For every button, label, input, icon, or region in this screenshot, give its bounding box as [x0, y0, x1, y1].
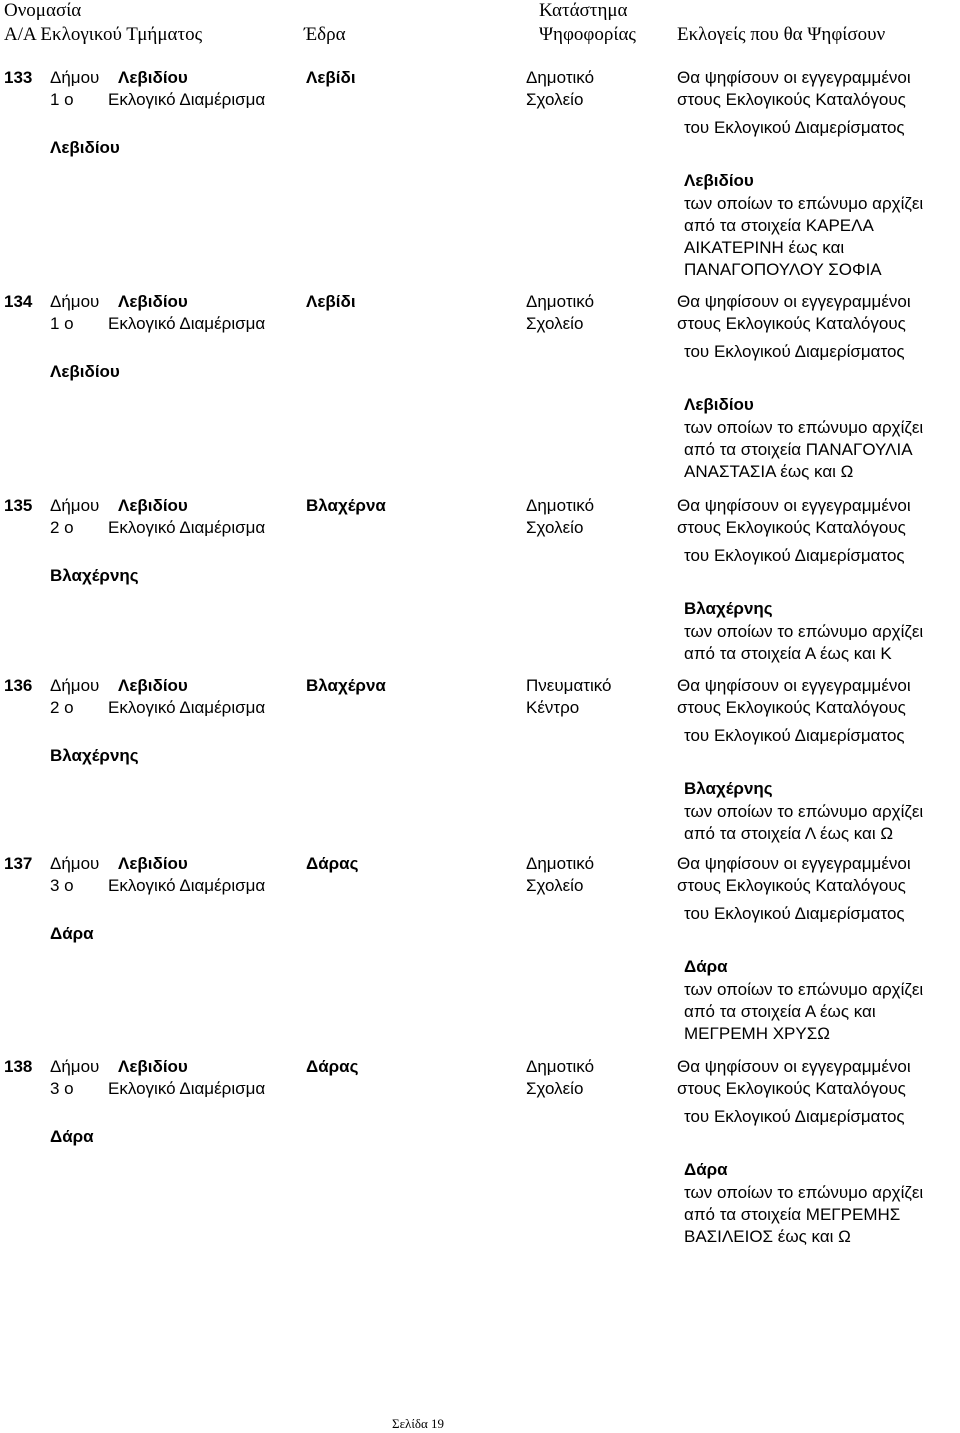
entry-seat: Δάρας — [306, 1057, 359, 1076]
entry-ordinal: 1 ο — [50, 314, 74, 333]
entry-dimou: Δήμου — [50, 1057, 100, 1076]
entry-dimou: Δήμου — [50, 68, 100, 87]
entry-number: 138 — [4, 1057, 33, 1076]
entry-municipality: Λεβιδίου — [118, 854, 188, 873]
entry-venue-line2: Σχολείο — [526, 1079, 584, 1098]
entry-range-line: των οποίων το επώνυμο αρχίζει — [684, 622, 924, 641]
entry-dimou: Δήμου — [50, 676, 100, 695]
entry-section: Εκλογικό Διαμέρισμα — [108, 90, 266, 109]
entry-range-line: ΑΝΑΣΤΑΣΙΑ έως και Ω — [684, 462, 854, 481]
entry-voters-line: Θα ψηφίσουν οι εγγεγραμμένοι — [677, 292, 911, 311]
entry-municipality: Λεβιδίου — [118, 68, 188, 87]
header-seat: Έδρα — [304, 24, 346, 45]
entry-number: 137 — [4, 854, 33, 873]
entry-range-line: από τα στοιχεία Α έως και Κ — [684, 644, 892, 663]
entry-voters-line: του Εκλογικού Διαμερίσματος — [684, 546, 905, 565]
entry-venue-line1: Δημοτικό — [526, 496, 595, 515]
entry-venue-line2: Σχολείο — [526, 518, 584, 537]
entry-voters-line: στους Εκλογικούς Καταλόγους — [677, 698, 906, 717]
entry-voters-section: Βλαχέρνης — [684, 599, 773, 618]
entry-section: Εκλογικό Διαμέρισμα — [108, 314, 266, 333]
header-name-line1: Ονομασία — [4, 0, 82, 21]
entry-voters-section: Δάρα — [684, 957, 728, 976]
entry-voters-line: στους Εκλογικούς Καταλόγους — [677, 1079, 906, 1098]
entry-ordinal: 2 ο — [50, 698, 74, 717]
entry-seat: Βλαχέρνα — [306, 676, 386, 695]
entry-voters-section: Βλαχέρνης — [684, 779, 773, 798]
entry-number: 135 — [4, 496, 33, 515]
entry-municipality: Λεβιδίου — [118, 1057, 188, 1076]
header-name-line2: Α/Α Εκλογικού Τμήματος — [4, 24, 203, 45]
entry-ordinal: 1 ο — [50, 90, 74, 109]
entry-voters-line: στους Εκλογικούς Καταλόγους — [677, 90, 906, 109]
entry-venue-line2: Σχολείο — [526, 314, 584, 333]
entry-voters-line: στους Εκλογικούς Καταλόγους — [677, 876, 906, 895]
entry-section-name: Δάρα — [50, 924, 94, 943]
entry-venue-line2: Σχολείο — [526, 90, 584, 109]
entry-number: 136 — [4, 676, 33, 695]
entry-range-line: από τα στοιχεία ΠΑΝΑΓΟΥΛΙΑ — [684, 440, 913, 459]
entry-seat: Λεβίδι — [306, 68, 356, 87]
entry-ordinal: 3 ο — [50, 876, 74, 895]
header-venue-line2: Ψηφοφορίας — [539, 24, 636, 45]
entry-range-line: των οποίων το επώνυμο αρχίζει — [684, 980, 924, 999]
entry-section-name: Βλαχέρνης — [50, 566, 139, 585]
entry-voters-line: του Εκλογικού Διαμερίσματος — [684, 1107, 905, 1126]
entry-voters-line: Θα ψηφίσουν οι εγγεγραμμένοι — [677, 1057, 911, 1076]
entry-range-line: ΑΙΚΑΤΕΡΙΝΗ έως και — [684, 238, 845, 257]
entry-number: 133 — [4, 68, 33, 87]
entry-seat: Λεβίδι — [306, 292, 356, 311]
entry-voters-line: του Εκλογικού Διαμερίσματος — [684, 904, 905, 923]
entry-voters-line: Θα ψηφίσουν οι εγγεγραμμένοι — [677, 854, 911, 873]
entry-dimou: Δήμου — [50, 854, 100, 873]
entry-section-name: Λεβιδίου — [50, 138, 120, 157]
entry-municipality: Λεβιδίου — [118, 496, 188, 515]
entry-section-name: Λεβιδίου — [50, 362, 120, 381]
entry-range-line: των οποίων το επώνυμο αρχίζει — [684, 1183, 924, 1202]
entry-dimou: Δήμου — [50, 292, 100, 311]
entry-seat: Δάρας — [306, 854, 359, 873]
entry-voters-line: Θα ψηφίσουν οι εγγεγραμμένοι — [677, 496, 911, 515]
entry-venue-line1: Πνευματικό — [526, 676, 612, 695]
entry-venue-line2: Σχολείο — [526, 876, 584, 895]
entry-venue-line1: Δημοτικό — [526, 68, 595, 87]
entry-municipality: Λεβιδίου — [118, 292, 188, 311]
entry-voters-line: στους Εκλογικούς Καταλόγους — [677, 518, 906, 537]
entry-range-line: από τα στοιχεία Α έως και — [684, 1002, 876, 1021]
entry-section: Εκλογικό Διαμέρισμα — [108, 1079, 266, 1098]
entry-venue-line2: Κέντρο — [526, 698, 580, 717]
entry-voters-line: στους Εκλογικούς Καταλόγους — [677, 314, 906, 333]
entry-voters-line: του Εκλογικού Διαμερίσματος — [684, 118, 905, 137]
entry-voters-section: Δάρα — [684, 1160, 728, 1179]
entry-venue-line1: Δημοτικό — [526, 292, 595, 311]
entry-section: Εκλογικό Διαμέρισμα — [108, 698, 266, 717]
entry-voters-section: Λεβιδίου — [684, 395, 754, 414]
entry-section-name: Δάρα — [50, 1127, 94, 1146]
entry-seat: Βλαχέρνα — [306, 496, 386, 515]
entry-municipality: Λεβιδίου — [118, 676, 188, 695]
entry-ordinal: 3 ο — [50, 1079, 74, 1098]
entry-voters-line: του Εκλογικού Διαμερίσματος — [684, 342, 905, 361]
entry-voters-section: Λεβιδίου — [684, 171, 754, 190]
entry-range-line: των οποίων το επώνυμο αρχίζει — [684, 418, 924, 437]
entry-dimou: Δήμου — [50, 496, 100, 515]
entry-venue-line1: Δημοτικό — [526, 1057, 595, 1076]
entry-range-line: από τα στοιχεία ΚΑΡΕΛΑ — [684, 216, 874, 235]
page-number: Σελίδα 19 — [392, 1416, 445, 1431]
entry-number: 134 — [4, 292, 33, 311]
entry-range-line: ΒΑΣΙΛΕΙΟΣ έως και Ω — [684, 1227, 851, 1246]
entry-voters-line: του Εκλογικού Διαμερίσματος — [684, 726, 905, 745]
entry-voters-line: Θα ψηφίσουν οι εγγεγραμμένοι — [677, 676, 911, 695]
entry-section-name: Βλαχέρνης — [50, 746, 139, 765]
entry-range-line: από τα στοιχεία ΜΕΓΡΕΜΗΣ — [684, 1205, 901, 1224]
entry-section: Εκλογικό Διαμέρισμα — [108, 518, 266, 537]
entry-voters-line: Θα ψηφίσουν οι εγγεγραμμένοι — [677, 68, 911, 87]
entry-range-line: από τα στοιχεία Λ έως και Ω — [684, 824, 894, 843]
entry-venue-line1: Δημοτικό — [526, 854, 595, 873]
entry-ordinal: 2 ο — [50, 518, 74, 537]
entry-range-line: των οποίων το επώνυμο αρχίζει — [684, 194, 924, 213]
header-venue-line1: Κατάστημα — [539, 0, 628, 21]
entry-range-line: ΜΕΓΡΕΜΗ ΧΡΥΣΩ — [684, 1024, 830, 1043]
entry-range-line: ΠΑΝΑΓΟΠΟΥΛΟΥ ΣΟΦΙΑ — [684, 260, 882, 279]
entry-section: Εκλογικό Διαμέρισμα — [108, 876, 266, 895]
header-voters: Εκλογείς που θα Ψηφίσουν — [677, 24, 886, 45]
entry-range-line: των οποίων το επώνυμο αρχίζει — [684, 802, 924, 821]
